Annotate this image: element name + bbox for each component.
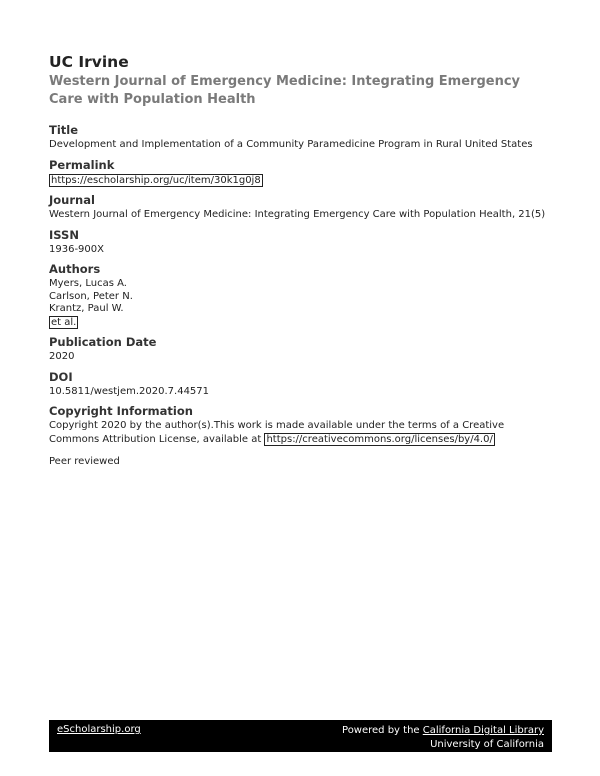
more-authors-link[interactable]: et al.	[51, 316, 77, 328]
issn-label: ISSN	[49, 227, 79, 242]
title-section	[49, 123, 549, 152]
publication-date-section	[49, 335, 549, 364]
cdl-link[interactable]: California Digital Library	[422, 725, 544, 736]
copyright-section	[49, 404, 549, 446]
title-value: Development and Implementation of a Community Paramedicine Program in Rural United States	[49, 139, 533, 150]
publication-date-value: 2020	[49, 351, 75, 362]
author-name: Myers, Lucas A.	[49, 278, 127, 289]
doi-label: DOI	[49, 369, 73, 384]
doi-section	[49, 370, 549, 399]
author-name: Carlson, Peter N.	[49, 290, 133, 302]
authors-label: Authors	[49, 262, 101, 276]
copyright-label: Copyright Information	[49, 404, 193, 418]
author-name: Krantz, Paul W.	[49, 303, 124, 314]
powered-by-text: Powered by the	[342, 725, 423, 736]
copyright-text	[49, 420, 549, 446]
university-name: University of California	[430, 738, 544, 750]
issn-value: 1936-900X	[49, 243, 104, 255]
institution-name: UC Irvine	[49, 53, 129, 71]
copyright-statement: Copyright 2020 by the author(s).This work is made available under the terms of a Creative Commons Attribution License, available at	[49, 420, 505, 445]
powered-by-line	[342, 724, 544, 738]
footer-credits	[342, 724, 544, 751]
authors-section	[49, 262, 549, 329]
document-page	[49, 53, 549, 469]
issn-section	[49, 228, 549, 257]
peer-review-section	[49, 456, 549, 469]
escholarship-link[interactable]: eScholarship.org	[57, 724, 141, 735]
footer-bar	[49, 720, 552, 752]
title-label: Title	[49, 123, 79, 137]
permalink-link[interactable]: https://escholarship.org/uc/item/30k1g0j8	[51, 174, 261, 186]
authors-list	[49, 278, 549, 329]
publication-date-label: Publication Date	[49, 335, 157, 349]
permalink-value	[49, 174, 549, 188]
doi-value: 10.5811/westjem.2020.7.44571	[49, 385, 210, 397]
permalink-label: Permalink	[49, 157, 115, 172]
peer-review-status: Peer reviewed	[49, 456, 120, 467]
license-link[interactable]: https://creativecommons.org/licenses/by/4.0/	[266, 433, 493, 445]
permalink-section	[49, 158, 549, 188]
journal-value: Western Journal of Emergency Medicine: Integrating Emergency Care with Population Health, 21(5)	[49, 209, 546, 220]
series-title: Western Journal of Emergency Medicine: Integrating Emergency Care with Population Health	[49, 74, 521, 107]
journal-section	[49, 193, 549, 222]
journal-label: Journal	[49, 193, 95, 207]
